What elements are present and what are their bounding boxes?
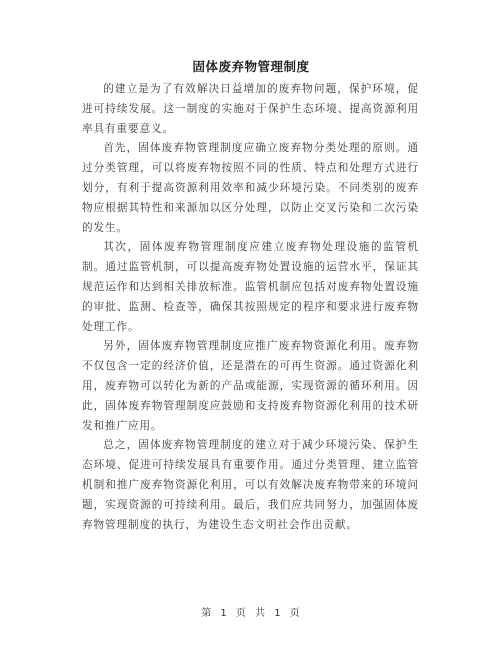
page-number-footer: 第 1 页 共 1 页: [201, 608, 301, 619]
document-body: [82, 80, 419, 535]
paragraph-supervision: 其次，固体废弃物管理制度应建立废弃物处理设施的监管机制。通过监管机制，可以提高废弃物处置设施的运营水平，保证其规范运作和达到相关排放标准。监管机制应包括对废弃物处置设施的审批、监测、检查等，确保其按照规定的程序和要求进行废弃物处理工作。: [82, 241, 419, 333]
paragraph-resource-utilization: 另外，固体废弃物管理制度应推广废弃物资源化利用。废弃物不仅包含一定的经济价值，还是潜在的可再生资源。通过资源化利用，废弃物可以转化为新的产品或能源，实现资源的循环利用。因此，固体废弃物管理制度应鼓励和支持废弃物资源化利用的技术研发和推广应用。: [82, 340, 419, 432]
paragraph-classification: 首先，固体废弃物管理制度应确立废弃物分类处理的原则。通过分类管理，可以将废弃物按照不同的性质、特点和处理方式进行划分，有利于提高资源利用效率和减少环境污染。不同类别的废弃物应根据其特性和来源加以区分处理，以防止交叉污染和二次污染的发生。: [82, 142, 419, 234]
document-title: 固体废弃物管理制度: [192, 59, 310, 74]
paragraph-conclusion: 总之，固体废弃物管理制度的建立对于减少环境污染、保护生态环境、促进可持续发展具有重要作用。通过分类管理、建立监管机制和推广废弃物资源化利用，可以有效解决废弃物带来的环境问题，实现资源的可持续利用。最后，我们应共同努力，加强固体废弃物管理制度的执行，为建设生态文明社会作出贡献。: [82, 439, 419, 531]
paragraph-intro: 的建立是为了有效解决日益增加的废弃物问题，保护环境，促进可持续发展。这一制度的实施对于保护生态环境、提高资源利用率具有重要意义。: [82, 83, 419, 135]
